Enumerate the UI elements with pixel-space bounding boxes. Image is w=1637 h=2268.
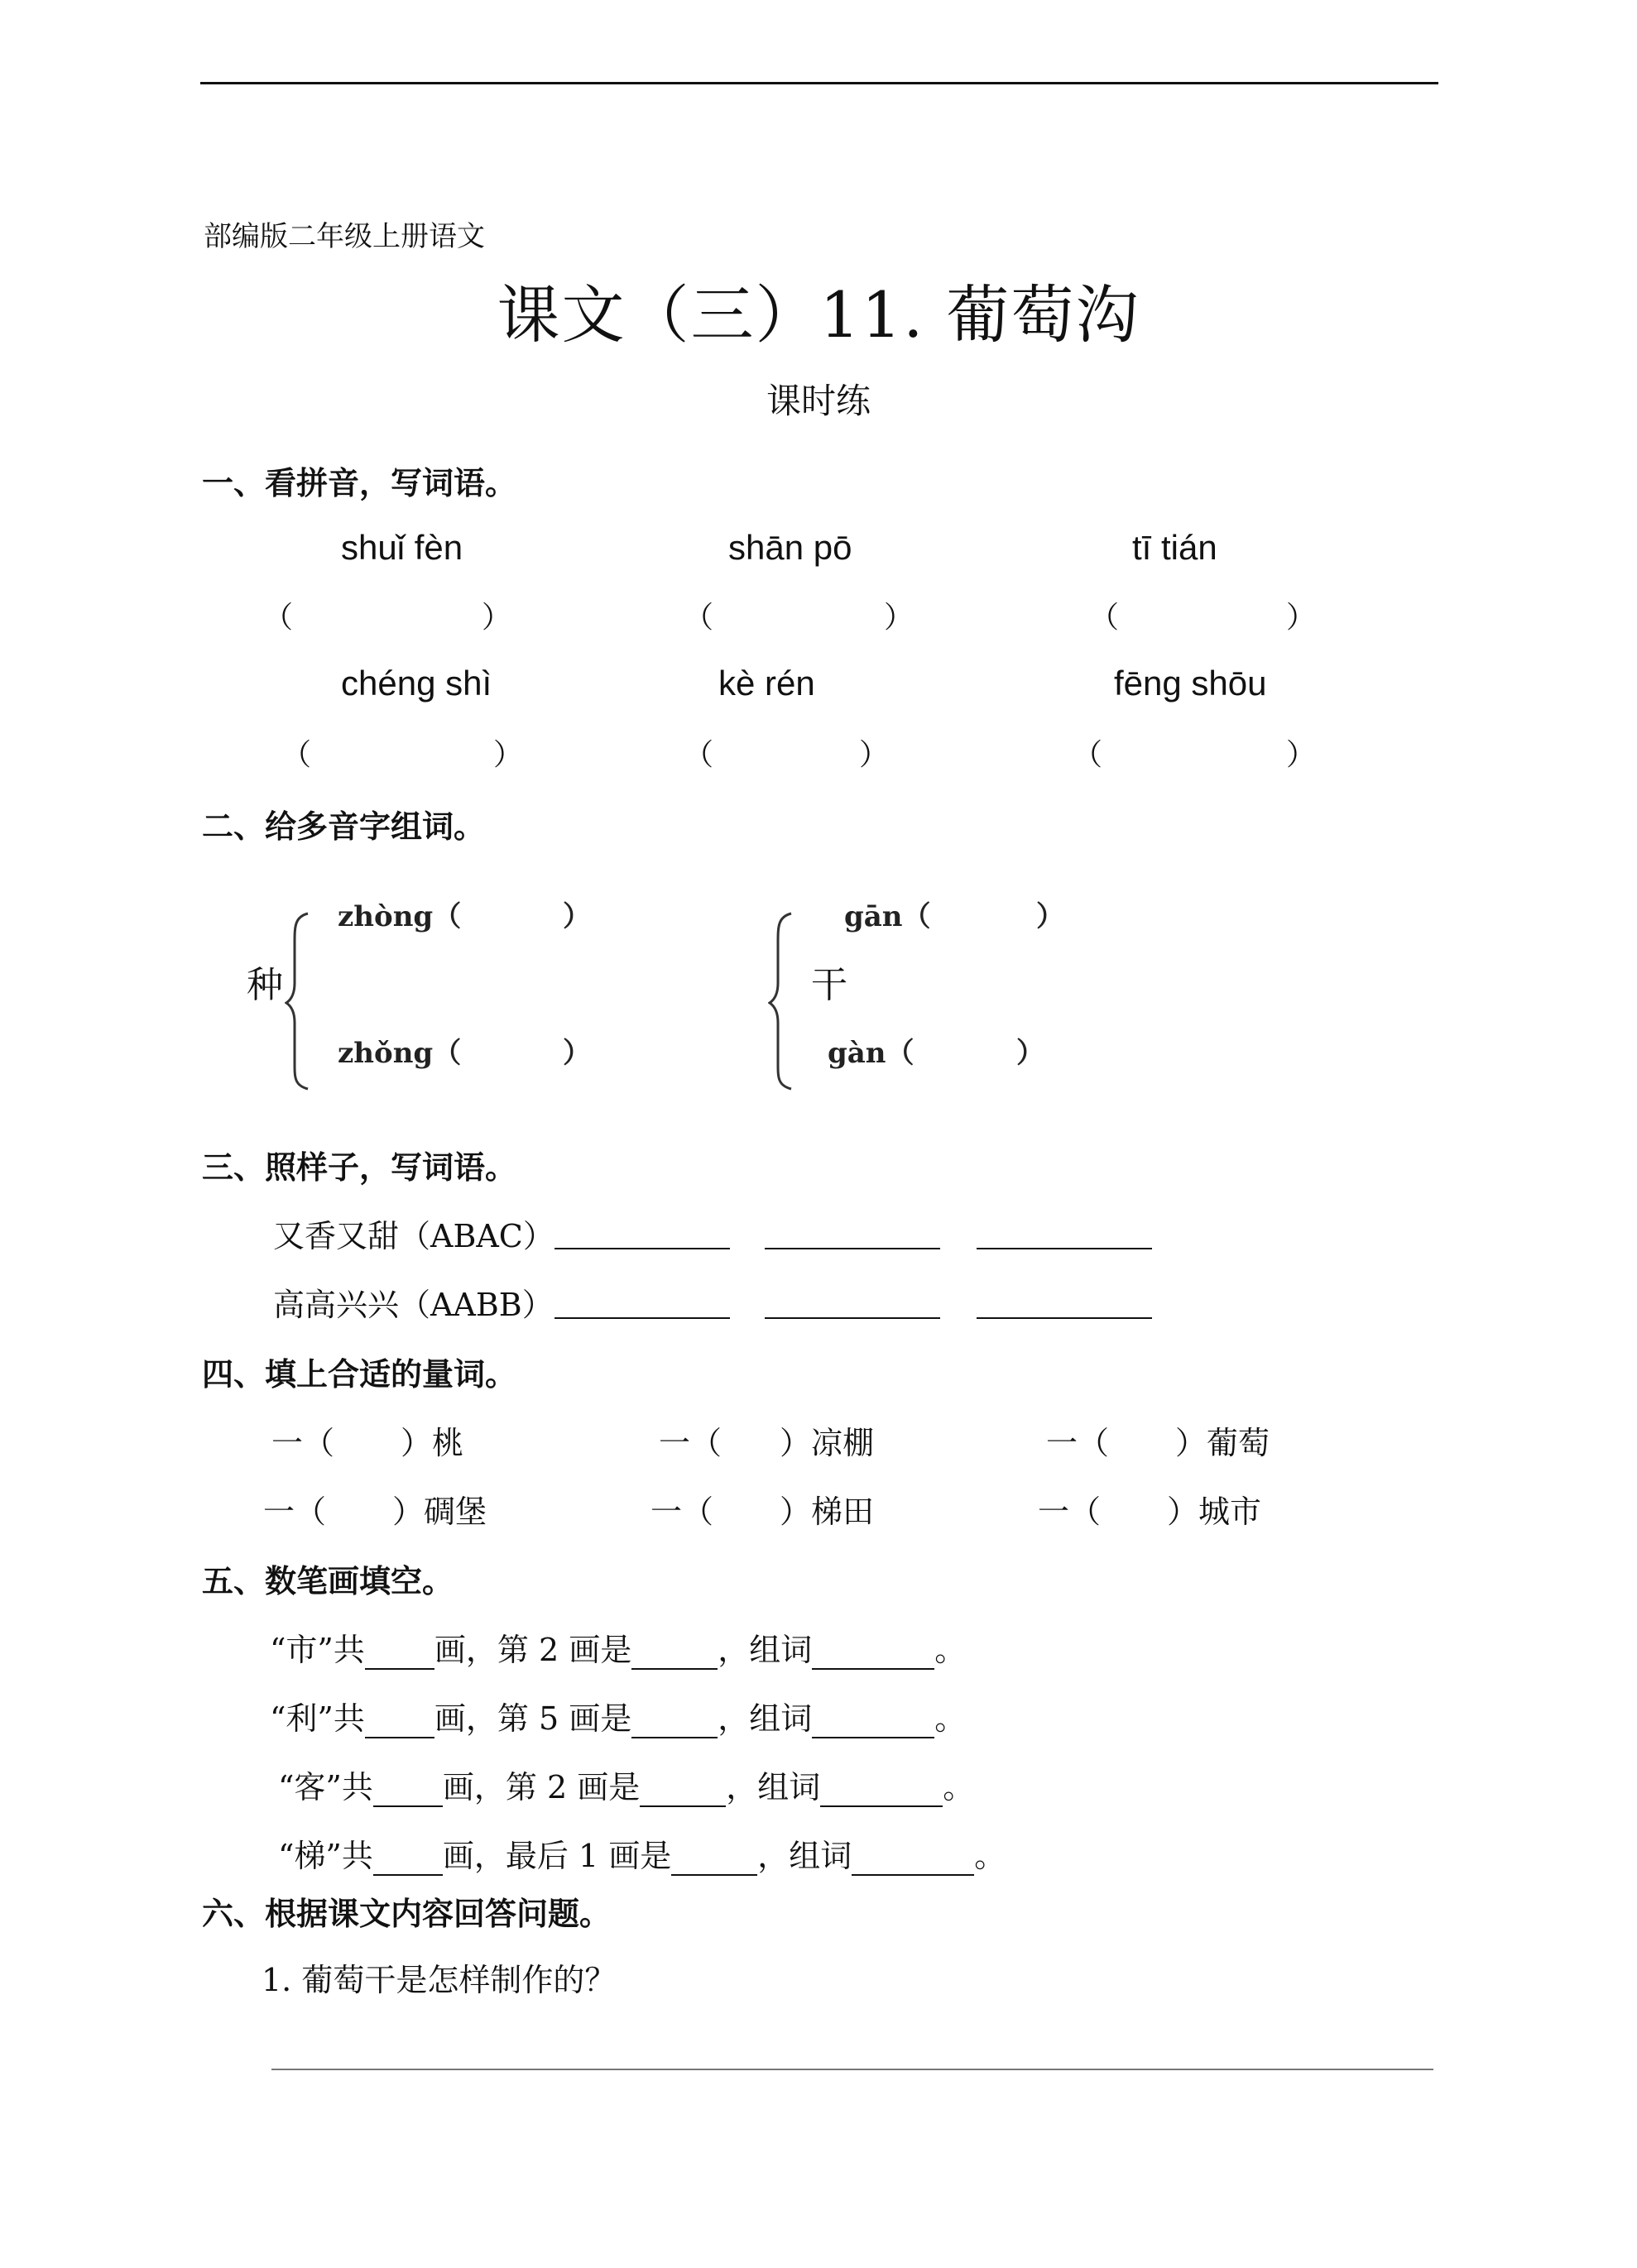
word-blank[interactable] xyxy=(812,1712,934,1738)
pattern-aabb: 高高兴兴（AABB） xyxy=(273,1287,554,1323)
measure-word-item xyxy=(659,1417,874,1463)
paren-close: ） xyxy=(1036,900,1064,933)
word-blank[interactable] xyxy=(852,1849,974,1876)
measure-word-item xyxy=(650,1486,874,1532)
stroke-blank[interactable] xyxy=(671,1849,757,1876)
paren-open: （ xyxy=(1073,738,1103,772)
answer-space[interactable] xyxy=(722,1438,780,1463)
noun: 葡萄 xyxy=(1207,1425,1270,1461)
word-prompt: ，组词 xyxy=(726,1769,821,1805)
pinyin-3: tī tián xyxy=(1132,528,1217,567)
char-prompt: “利”共 xyxy=(270,1700,365,1737)
stroke-row xyxy=(270,1624,966,1670)
paren-close: ） xyxy=(563,1037,591,1070)
stroke-prompt: 画，第 2 画是 xyxy=(434,1632,632,1668)
char-prompt: “梯”共 xyxy=(278,1838,373,1874)
paren-close: ） xyxy=(1286,601,1317,635)
measure-word-item xyxy=(1038,1486,1261,1532)
close: ） xyxy=(780,1425,812,1461)
stroke-count-blank[interactable] xyxy=(373,1781,443,1807)
reading-zhong4: zhòng（ xyxy=(338,900,462,933)
reading-zhong3: zhǒng（ xyxy=(338,1037,462,1070)
section1-heading: 一、看拼音，写词语。 xyxy=(202,465,517,501)
stroke-prompt: 画，最后 1 画是 xyxy=(442,1838,672,1874)
word-blank[interactable] xyxy=(820,1781,943,1807)
stroke-row xyxy=(270,1693,966,1738)
close: ） xyxy=(392,1494,425,1530)
answer-blank[interactable] xyxy=(765,1317,940,1319)
stroke-blank[interactable] xyxy=(631,1643,718,1670)
period: 。 xyxy=(934,1632,967,1668)
stroke-blank[interactable] xyxy=(640,1781,726,1807)
prefix: 一（ xyxy=(659,1425,722,1461)
pattern-abac: 又香又甜（ABAC） xyxy=(273,1218,554,1254)
paren-close: ） xyxy=(563,900,591,933)
close: ） xyxy=(780,1494,812,1530)
answer-blank[interactable] xyxy=(765,1248,940,1249)
paren-open: （ xyxy=(1089,601,1120,635)
answer-blank[interactable] xyxy=(554,1317,730,1319)
period: 。 xyxy=(974,1838,1006,1874)
stroke-count-blank[interactable] xyxy=(365,1643,434,1670)
section6-heading: 六、根据课文内容回答问题。 xyxy=(202,1896,612,1932)
stroke-row xyxy=(278,1830,1006,1876)
stroke-blank[interactable] xyxy=(631,1712,718,1738)
answer-space[interactable] xyxy=(1109,1438,1175,1463)
answer-space[interactable] xyxy=(334,1438,401,1463)
paren-close: ） xyxy=(884,601,915,635)
section4-heading: 四、填上合适的量词。 xyxy=(202,1356,517,1393)
prefix: 一（ xyxy=(650,1494,714,1530)
stroke-count-blank[interactable] xyxy=(373,1849,443,1876)
word-prompt: ，组词 xyxy=(757,1838,852,1874)
reading-gan1: gān（ xyxy=(844,900,931,933)
answer-blank[interactable] xyxy=(977,1248,1152,1249)
section5-heading: 五、数笔画填空。 xyxy=(202,1563,454,1599)
answer-space[interactable] xyxy=(326,1507,392,1532)
paren-close: ） xyxy=(493,738,524,772)
char-prompt: “市”共 xyxy=(270,1632,365,1668)
answer-blank[interactable] xyxy=(977,1317,1152,1319)
stroke-count-blank[interactable] xyxy=(365,1712,434,1738)
word-prompt: ，组词 xyxy=(718,1632,813,1668)
prefix: 一（ xyxy=(263,1494,327,1530)
left-brace xyxy=(285,910,314,1092)
measure-word-item xyxy=(271,1417,463,1463)
word-blank[interactable] xyxy=(812,1643,934,1670)
char-prompt: “客”共 xyxy=(278,1769,373,1805)
noun: 凉棚 xyxy=(811,1425,875,1461)
paren-close: ） xyxy=(1286,738,1317,772)
period: 。 xyxy=(934,1700,967,1737)
paren-close: ） xyxy=(859,738,890,772)
close: ） xyxy=(1175,1425,1207,1461)
prefix: 一（ xyxy=(1046,1425,1110,1461)
answer-space[interactable] xyxy=(1101,1507,1167,1532)
grade-label: 部编版二年级上册语文 xyxy=(204,220,485,253)
page-subtitle: 课时练 xyxy=(766,381,871,421)
noun: 桃 xyxy=(432,1425,464,1461)
pinyin-1: shuǐ fèn xyxy=(341,528,463,567)
noun: 城市 xyxy=(1198,1494,1262,1530)
pinyin-6: fēng shōu xyxy=(1114,664,1267,702)
page-title: 课文（三）11. 葡萄沟 xyxy=(497,278,1140,352)
measure-word-item xyxy=(1046,1417,1270,1463)
noun: 碉堡 xyxy=(424,1494,487,1530)
prefix: 一（ xyxy=(1038,1494,1102,1530)
paren-close: ） xyxy=(482,601,512,635)
top-rule xyxy=(200,82,1438,84)
section3-heading: 三、照样子，写词语。 xyxy=(202,1149,517,1186)
paren-open: （ xyxy=(684,601,714,635)
paren-open: （ xyxy=(281,738,312,772)
answer-line[interactable] xyxy=(271,2069,1433,2070)
stroke-row xyxy=(278,1762,974,1807)
pinyin-5: kè rén xyxy=(718,664,815,702)
measure-word-item xyxy=(263,1486,487,1532)
pinyin-2: shān pō xyxy=(728,528,852,567)
question-1: 1. 葡萄干是怎样制作的？ xyxy=(262,1962,617,1998)
answer-blank[interactable] xyxy=(554,1248,730,1249)
word-prompt: ，组词 xyxy=(718,1700,813,1737)
paren-open: （ xyxy=(684,738,714,772)
answer-space[interactable] xyxy=(713,1507,780,1532)
reading-gan4: gàn（ xyxy=(828,1037,915,1070)
poly-char-zhong: 种 xyxy=(247,964,283,1006)
paren-close: ） xyxy=(1016,1037,1044,1070)
noun: 梯田 xyxy=(811,1494,875,1530)
section2-heading: 二、给多音字组词。 xyxy=(202,808,486,845)
stroke-prompt: 画，第 5 画是 xyxy=(434,1700,632,1737)
close: ） xyxy=(401,1425,433,1461)
poly-char-gan: 干 xyxy=(811,964,847,1006)
stroke-prompt: 画，第 2 画是 xyxy=(442,1769,641,1805)
period: 。 xyxy=(943,1769,975,1805)
paren-open: （ xyxy=(263,601,294,635)
right-brace xyxy=(768,910,798,1092)
pinyin-4: chéng shì xyxy=(341,664,492,702)
close: ） xyxy=(1167,1494,1199,1530)
prefix: 一（ xyxy=(271,1425,335,1461)
